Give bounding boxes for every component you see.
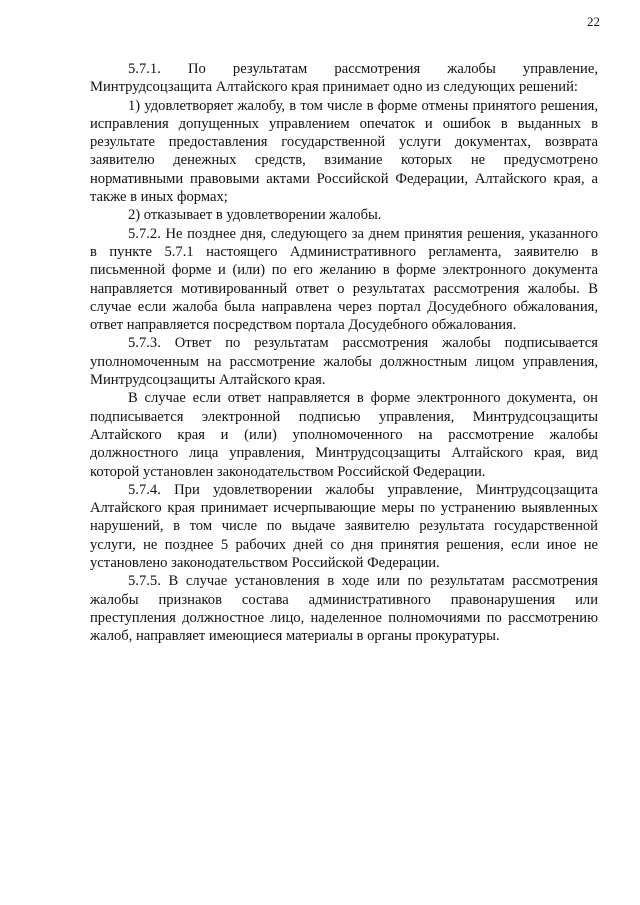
paragraph-5-7-5: 5.7.5. В случае установления в ходе или по результатам рассмотрения жалобы признаков состава административного правонарушения или преступления должностное лицо, наделенное полномочиями по рассмотрению жалоб, направляет имеющиеся материалы в органы прокуратуры. bbox=[90, 573, 598, 645]
paragraph-decision-1: 1) удовлетворяет жалобу, в том числе в форме отмены принятого решения, исправления допущенных управлением опечаток и ошибок в выданных в результате предоставления государственной услуги документах, возврата заявителю денежных средств, взимание которых не предусмотрено нормативными правовыми актами Российской Федерации, Алтайского края, а также в иных формах; bbox=[90, 97, 598, 206]
paragraph-5-7-4: 5.7.4. При удовлетворении жалобы управление, Минтрудсоцзащита Алтайского края принимает исчерпывающие меры по устранению выявленных нарушений, в том числе по выдаче заявителю результата государственной услуги, не позднее 5 рабочих дней со дня принятия решения, если иное не установлено законодательством Российской Федерации. bbox=[90, 481, 598, 572]
paragraph-electronic-signature: В случае если ответ направляется в форме электронного документа, он подписывается электронной подписью управления, Минтрудсоцзащиты Алтайского края и (или) уполномоченного на рассмотрение жалобы должностного лица управления, Минтрудсоцзащиты Алтайского края, вид которой установлен законодательством Российской Федерации. bbox=[90, 390, 598, 480]
document-body bbox=[90, 60, 598, 646]
paragraph-5-7-2: 5.7.2. Не позднее дня, следующего за днем принятия решения, указанного в пункте 5.7.1 настоящего Административного регламента, заявителю в письменной форме и (или) по его желанию в форме электронного документа направляется мотивированный ответ о результатах рассмотрения жалобы. В случае если жалоба была направлена через портал Досудебного обжалования, ответ направляется посредством портала Досудебного обжалования. bbox=[90, 225, 598, 334]
paragraph-decision-2: 2) отказывает в удовлетворении жалобы. bbox=[128, 207, 382, 224]
page-number: 22 bbox=[587, 14, 600, 29]
paragraph-5-7-3: 5.7.3. Ответ по результатам рассмотрения жалобы подписывается уполномоченным на рассмотрение жалобы должностным лицом управления, Минтрудсоцзащиты Алтайского края. bbox=[90, 335, 598, 389]
paragraph-5-7-1: 5.7.1. По результатам рассмотрения жалобы управление, Минтрудсоцзащита Алтайского края принимает одно из следующих решений: bbox=[90, 61, 598, 96]
